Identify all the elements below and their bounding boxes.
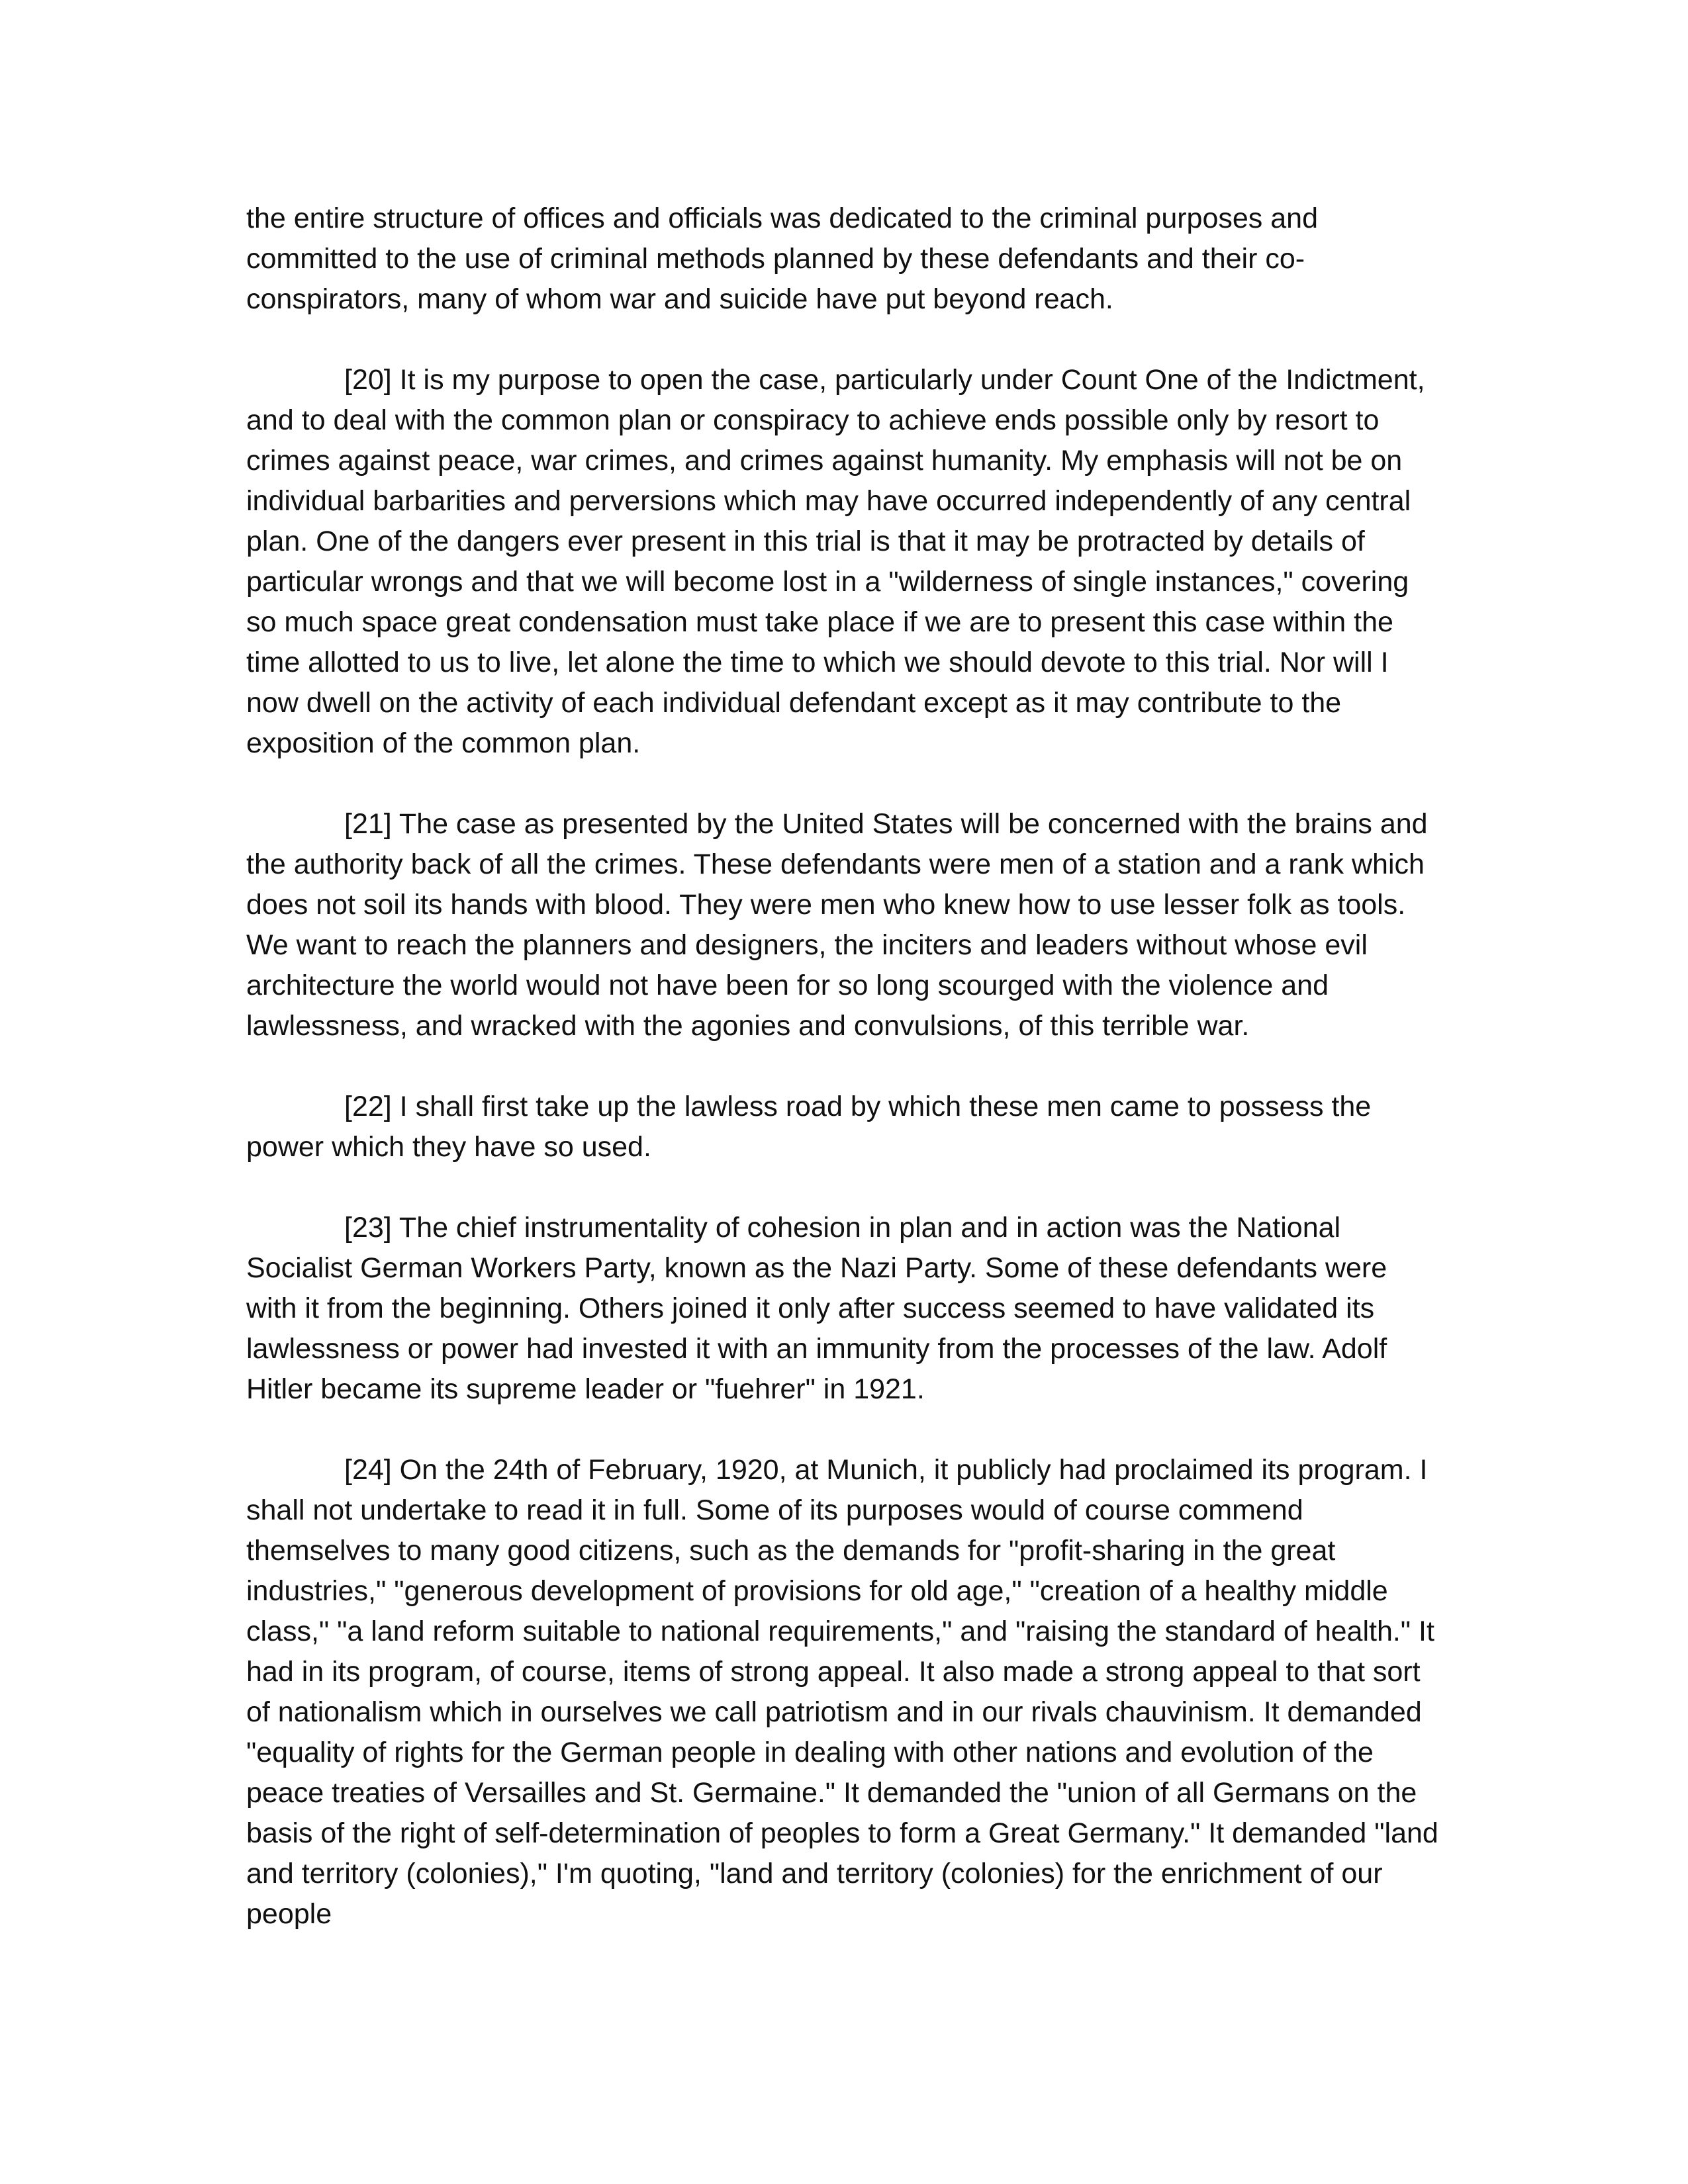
- paragraph-23: [23] The chief instrumentality of cohesion in plan and in action was the National Socialist German Workers Party, known as the Nazi Party. Some of these defendants were with it from the beginning. Others joined it only after success seemed to have validated its lawlessness or power had invested it with an immunity from the processes of the law. Adolf Hitler became its supreme leader or "fuehrer" in 1921.: [246, 1212, 1387, 1405]
- paragraph-20: [20] It is my purpose to open the case, particularly under Count One of the Indictment, and to deal with the common plan or conspiracy to achieve ends possible only by resort to crimes against peace, war crimes, and crimes against humanity. My emphasis will not be on individual barbarities and perversions which may have occurred independently of any central plan. One of the dangers ever present in this trial is that it may be protracted by details of particular wrongs and that we will become lost in a "wilderness of single instances," covering so much space great condensation must take place if we are to present this case within the time allotted to us to live, let alone the time to which we should devote to this trial. Nor will I now dwell on the activity of each individual defendant except as it may contribute to the exposition of the common plan.: [246, 364, 1425, 759]
- document-page: [246, 199, 1442, 1934]
- paragraph-22: [22] I shall first take up the lawless road by which these men came to possess the power which they have so used.: [246, 1091, 1372, 1163]
- paragraph-24: [24] On the 24th of February, 1920, at Munich, it publicly had proclaimed its program. I shall not undertake to read it in full. Some of its purposes would of course commend themselves to many good citizens, such as the demands for "profit-sharing in the great industries," "generous development of provisions for old age," "creation of a healthy middle class," "a land reform suitable to national requirements," and "raising the standard of health." It had in its program, of course, items of strong appeal. It also made a strong appeal to that sort of nationalism which in ourselves we call patriotism and in our rivals chauvinism. It demanded "equality of rights for the German people in dealing with other nations and evolution of the peace treaties of Versailles and St. Germaine." It demanded the "union of all Germans on the basis of the right of self-determination of peoples to form a Great Germany." It demanded "land and territory (colonies)," I'm quoting, "land and territory (colonies) for the enrichment of our people: [246, 1454, 1438, 1930]
- paragraph-21: [21] The case as presented by the United States will be concerned with the brains and the authority back of all the crimes. These defendants were men of a station and a rank which does not soil its hands with blood. They were men who knew how to use lesser folk as tools. We want to reach the planners and designers, the inciters and leaders without whose evil architecture the world would not have been for so long scourged with the violence and lawlessness, and wracked with the agonies and convulsions, of this terrible war.: [246, 808, 1428, 1042]
- paragraph-continuation: the entire structure of offices and officials was dedicated to the criminal purposes and committed to the use of criminal methods planned by these defendants and their co-conspirators, many of whom war and suicide have put beyond reach.: [246, 203, 1318, 315]
